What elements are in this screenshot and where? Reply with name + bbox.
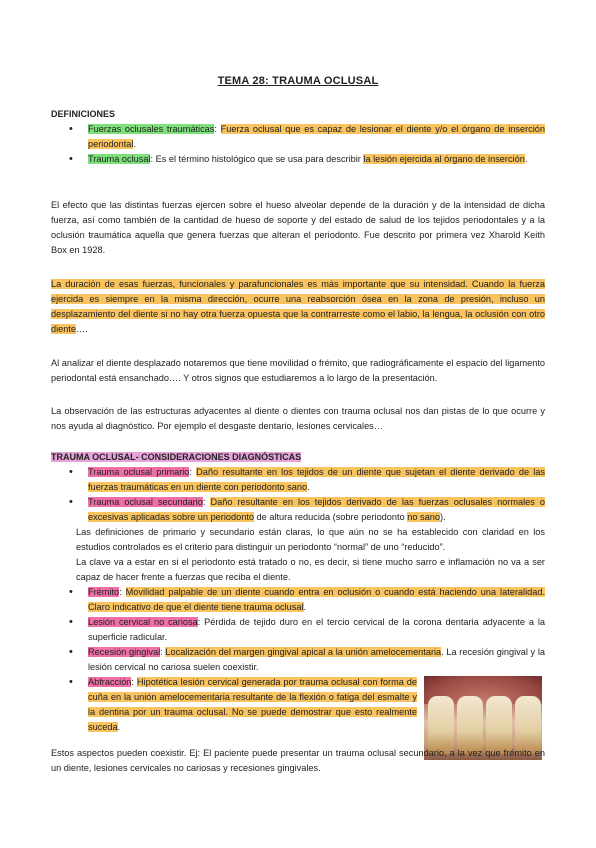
heading-highlight: TRAUMA OCLUSAL- CONSIDERACIONES DIAGNÓSTICAS xyxy=(51,452,302,462)
term-highlight: Trauma oclusal xyxy=(88,154,151,164)
separator: : xyxy=(189,467,197,477)
consideration-item xyxy=(51,495,545,525)
definitions-section xyxy=(51,107,545,167)
term-highlight: Lesión cervical no cariosa xyxy=(88,617,198,627)
term-highlight: Trauma oclusal secundario xyxy=(88,497,203,507)
text-highlight: no sano xyxy=(407,512,440,522)
separator: : xyxy=(214,124,221,134)
paragraph: El efecto que las distintas fuerzas ejercen sobre el hueso alveolar depende de la duración y de la intensidad de dicha fuerza, así como también de la cantidad de hueso de soporte y del estado de salud de los tejidos periodontales y a la oclusión traumática aquella que genera fuerzas que alteran el periodonto. Fue descrito por primera vez Xharold Keith Box en 1928. xyxy=(51,200,545,255)
separator: : xyxy=(131,677,137,687)
tail-text: . xyxy=(303,602,307,612)
considerations-heading xyxy=(51,450,545,465)
text-highlight: Fuerza oclusal que es capaz de lesionar el diente y/o el órgano de inserción periodontal xyxy=(88,124,545,149)
paragraph: Estos aspectos pueden coexistir. Ej: El paciente puede presentar un trauma oclusal secundario, a la vez que frémito en un diente, lesiones cervicales no cariosas y recesiones gingivales. xyxy=(51,748,545,773)
separator: : xyxy=(202,497,211,507)
consideration-item xyxy=(51,645,545,675)
text-highlight: Daño resultante en los tejidos de un diente que sujetan el diente derivado de las fuerzas traumáticas en un diente con periodonto sano xyxy=(88,467,546,492)
body-text: : Es el término histológico que se usa para describir xyxy=(150,154,364,164)
note-paragraph: Las definiciones de primario y secundario están claras, lo que aún no se ha establecido con claridad en los estudios controlados es el criterio para distinguir un periodonto “normal” de uno “reducido”. xyxy=(76,527,545,552)
paragraph: Al analizar el diente desplazado notaremos que tiene movilidad o frémito, que radiográficamente el espacio del ligamento periodontal está ensanchado…. Y otros signos que estudiaremos a lo largo de la presentación. xyxy=(51,358,545,383)
term-highlight: Frémito xyxy=(88,587,120,597)
considerations-list xyxy=(51,465,545,525)
tail-text: …. xyxy=(76,324,88,334)
definitions-heading: DEFINICIONES xyxy=(51,109,116,119)
page-title: TEMA 28: TRAUMA OCLUSAL xyxy=(217,75,379,87)
term-highlight: Abfracción xyxy=(88,677,132,687)
body-text: de altura reducida (sobre periodonto xyxy=(254,512,408,522)
definition-item xyxy=(51,152,545,167)
consideration-item xyxy=(51,465,545,495)
text-highlight: la lesión ejercida al órgano de inserción xyxy=(363,154,525,164)
tail-text: . xyxy=(133,139,137,149)
paragraph-highlighted xyxy=(51,277,545,337)
body-text: : Pérdida de tejido duro en el tercio cervical de la corona dentaria adyacente a la superficie radicular. xyxy=(88,617,545,642)
text-highlight: Hipotética lesión cervical generada por trauma oclusal con forma de cuña en la unión amelocementaria resultante de la flexión o fatiga del esmalte y la dentina por un trauma oclusal. No se puede demostrar que esto realmente suceda xyxy=(88,677,418,732)
separator: : xyxy=(119,587,126,597)
separator: : xyxy=(160,647,166,657)
consideration-item xyxy=(51,615,545,645)
tail-text: . xyxy=(307,482,310,492)
term-highlight: Trauma oclusal primario xyxy=(88,467,190,477)
tail-text: . xyxy=(524,154,528,164)
tail-text: . xyxy=(117,722,121,732)
paragraph: La observación de las estructuras adyacentes al diente o dientes con trauma oclusal nos dan pistas de lo que ocurre y nos ayuda al diagnóstico. Por ejemplo el desgaste dentario, lesiones cervicales… xyxy=(51,406,545,431)
definition-item xyxy=(51,122,545,152)
text-highlight: Localización del margen gingival apical a la unión amelocementaria xyxy=(165,647,442,657)
note-paragraph: La clave va a estar en si el periodonto está tratado o no, es decir, si tiene mucho sarro e inflamación no va a ser capaz de hacer frente a fuerzas que reciba el diente. xyxy=(76,557,545,582)
text-highlight: Movilidad palpable de un diente cuando entra en oclusión o cuando está haciendo una lateralidad. Claro indicativo de que el diente tiene trauma oclusal xyxy=(88,587,546,612)
term-highlight: Fuerzas oclusales traumáticas xyxy=(88,124,215,134)
definitions-list xyxy=(51,122,545,167)
consideration-item xyxy=(51,585,545,615)
term-highlight: Recesión gingival xyxy=(88,647,161,657)
tail-text: ). xyxy=(439,512,446,522)
consideration-item xyxy=(51,675,417,735)
text-highlight: La duración de esas fuerzas, funcionales y parafuncionales es más importante que su intensidad. Cuando la fuerza ejercida es siempre en la misma dirección, ocurre una reabsorción ósea en la zona de presión, incluso un desplazamiento del diente si no hay otra fuerza opuesta que la contrarreste como el labio, la lengua, la oclusión con otro diente xyxy=(51,279,545,334)
body-text: . La recesión gingival y la lesión cervical no cariosa suelen coexistir. xyxy=(88,647,545,672)
text-highlight: Daño resultante en los tejidos derivado de las fuerzas oclusales normales o excesivas aplicadas sobre un periodonto xyxy=(88,497,545,522)
